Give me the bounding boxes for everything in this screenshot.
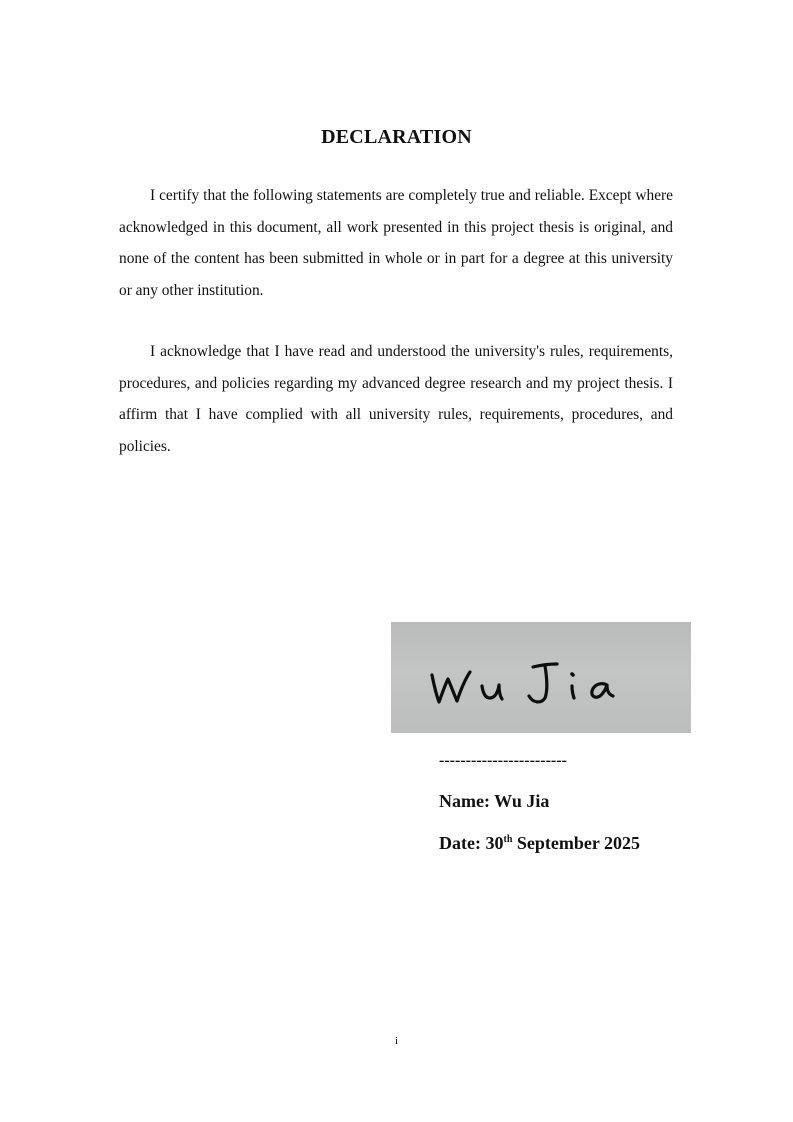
page-title: DECLARATION xyxy=(321,126,472,148)
page-number: i xyxy=(394,1035,399,1047)
declaration-paragraph-2: I acknowledge that I have read and understood the university's rules, requirements, procedures, and policies regarding my advanced degree research and my project thesis. I affirm that I have complied with all university rules, requirements, procedures, and policies. xyxy=(119,343,673,455)
date-label: Date: xyxy=(439,833,481,853)
date-ordinal-suffix: th xyxy=(503,834,513,845)
signature-drawing xyxy=(391,622,691,733)
signature-line: ------------------------ xyxy=(439,752,567,769)
date-day: 30 xyxy=(485,833,504,853)
date-line xyxy=(439,833,640,854)
name-label: Name: xyxy=(439,791,490,811)
name-line xyxy=(439,791,549,812)
declaration-paragraph-1: I certify that the following statements are completely true and reliable. Except where acknowledged in this document, all work presented in this project thesis is original, and none of the content has been submitted in whole or in part for a degree at this university or any other institution. xyxy=(119,187,673,299)
handwritten-signature-image xyxy=(391,622,691,733)
date-month-year: September 2025 xyxy=(516,833,641,853)
name-value: Wu Jia xyxy=(494,791,550,811)
